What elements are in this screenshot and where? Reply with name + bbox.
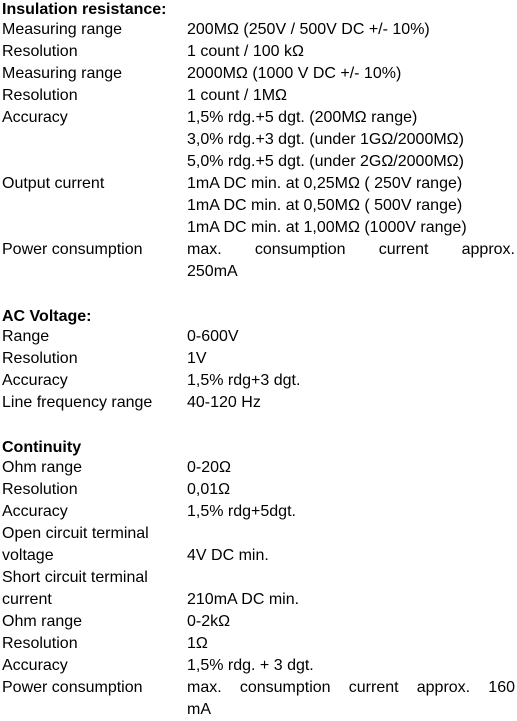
spec-value (187, 173, 515, 239)
spec-value-line: 1mA DC min. at 0,25MΩ ( 250V range) (187, 175, 463, 192)
spec-label-line: Resolution (2, 481, 78, 498)
spec-value (187, 370, 515, 392)
spec-value-line: 1,5% rdg. + 3 dgt. (187, 657, 314, 674)
spec-value-line: 4V DC min. (187, 547, 269, 564)
spec-row (2, 633, 515, 655)
spec-value-line: max. consumption current approx. (187, 241, 515, 258)
spec-row (2, 326, 515, 348)
spec-label (2, 655, 187, 677)
spec-label (2, 633, 187, 655)
spec-value-line: 2000MΩ (1000 V DC +/- 10%) (187, 65, 402, 82)
section-spacer (2, 283, 515, 307)
spec-value-line: 1Ω (187, 635, 208, 652)
spec-label (2, 611, 187, 633)
spec-label-line: Resolution (2, 43, 78, 60)
spec-value-line: 0-600V (187, 328, 239, 345)
spec-value-line: 200MΩ (250V / 500V DC +/- 10%) (187, 21, 430, 38)
spec-label (2, 63, 187, 85)
spec-label-line: Measuring range (2, 65, 123, 82)
spec-value (187, 567, 515, 611)
spec-value (187, 348, 515, 370)
spec-value-line: max. consumption current approx. 160 (187, 679, 515, 696)
spec-label-line: Accuracy (2, 657, 68, 674)
spec-label (2, 239, 187, 283)
spec-label-line: Short circuit terminal (2, 569, 148, 586)
spec-label-line: Resolution (2, 635, 78, 652)
spec-label-line: current (2, 591, 52, 608)
spec-value (187, 107, 515, 173)
spec-value (187, 633, 515, 655)
spec-label (2, 501, 187, 523)
spec-value-line (187, 567, 515, 589)
spec-row (2, 479, 515, 501)
spec-row (2, 567, 515, 611)
spec-value-line: 0-2kΩ (187, 613, 231, 630)
spec-label (2, 523, 187, 567)
spec-label-line: Accuracy (2, 109, 68, 126)
spec-label-line: Line frequency range (2, 394, 153, 411)
spec-row (2, 370, 515, 392)
spec-label-line: Accuracy (2, 503, 68, 520)
spec-value-line: 1mA DC min. at 1,00MΩ (1000V range) (187, 219, 467, 236)
spec-value-line: 0-20Ω (187, 459, 231, 476)
spec-value-line: 1,5% rdg+5dgt. (187, 503, 296, 520)
spec-row (2, 107, 515, 173)
spec-row (2, 655, 515, 677)
spec-row (2, 457, 515, 479)
spec-row (2, 392, 515, 414)
spec-label-line: voltage (2, 547, 54, 564)
spec-value (187, 655, 515, 677)
spec-section (2, 438, 515, 721)
spec-row (2, 239, 515, 283)
spec-value-line: 0,01Ω (187, 481, 231, 498)
spec-value-line: 3,0% rdg.+3 dgt. (under 1GΩ/2000MΩ) (187, 131, 464, 148)
spec-value-line: 40-120 Hz (187, 394, 261, 411)
spec-value (187, 611, 515, 633)
spec-value (187, 19, 515, 41)
spec-value (187, 457, 515, 479)
spec-label (2, 457, 187, 479)
section-heading: AC Voltage: (2, 308, 92, 325)
spec-value (187, 239, 515, 283)
spec-section (2, 0, 515, 283)
spec-label (2, 19, 187, 41)
spec-value-line: 1 count / 1MΩ (187, 87, 288, 104)
spec-label-line: Resolution (2, 350, 78, 367)
section-spacer (2, 414, 515, 438)
spec-label-line: Resolution (2, 87, 78, 104)
spec-value (187, 326, 515, 348)
spec-value-line: 1mA DC min. at 0,50MΩ ( 500V range) (187, 197, 463, 214)
spec-row (2, 523, 515, 567)
spec-value-line: 1V (187, 350, 207, 367)
spec-value-line: 250mA (187, 263, 238, 280)
spec-value (187, 501, 515, 523)
section-heading: Insulation resistance: (2, 1, 167, 18)
spec-section (2, 307, 515, 414)
spec-label-line: Accuracy (2, 372, 68, 389)
spec-label-line: Output current (2, 175, 105, 192)
spec-label-line: Measuring range (2, 21, 123, 38)
spec-label-line: Power consumption (2, 241, 143, 258)
spec-value-line: 5,0% rdg.+5 dgt. (under 2GΩ/2000MΩ) (187, 153, 464, 170)
spec-label (2, 370, 187, 392)
spec-row (2, 41, 515, 63)
spec-label (2, 348, 187, 370)
spec-label (2, 173, 187, 239)
spec-value-line: 210mA DC min. (187, 591, 300, 608)
spec-label-line: Open circuit terminal (2, 525, 149, 542)
spec-row (2, 348, 515, 370)
spec-row (2, 19, 515, 41)
spec-value (187, 85, 515, 107)
spec-value (187, 479, 515, 501)
spec-value-line: mA (187, 701, 211, 718)
spec-label-line: Power consumption (2, 679, 143, 696)
spec-value (187, 41, 515, 63)
spec-label (2, 567, 187, 611)
spec-row (2, 63, 515, 85)
spec-label-line: Ohm range (2, 613, 83, 630)
spec-row (2, 611, 515, 633)
spec-document (2, 0, 515, 721)
spec-value-line: 1,5% rdg+3 dgt. (187, 372, 301, 389)
spec-label-line: Ohm range (2, 459, 83, 476)
spec-row (2, 677, 515, 721)
spec-row (2, 85, 515, 107)
spec-label (2, 41, 187, 63)
spec-label (2, 479, 187, 501)
spec-value-line: 1 count / 100 kΩ (187, 43, 304, 60)
spec-label-line: Range (2, 328, 50, 345)
spec-row (2, 173, 515, 239)
spec-label (2, 107, 187, 173)
spec-value (187, 392, 515, 414)
section-heading: Continuity (2, 439, 82, 456)
spec-value (187, 523, 515, 567)
spec-label (2, 392, 187, 414)
spec-row (2, 501, 515, 523)
spec-value (187, 63, 515, 85)
spec-value-line: 1,5% rdg.+5 dgt. (200MΩ range) (187, 109, 418, 126)
spec-value-line (187, 523, 515, 545)
spec-value (187, 677, 515, 721)
spec-label (2, 677, 187, 721)
spec-label (2, 326, 187, 348)
spec-label (2, 85, 187, 107)
